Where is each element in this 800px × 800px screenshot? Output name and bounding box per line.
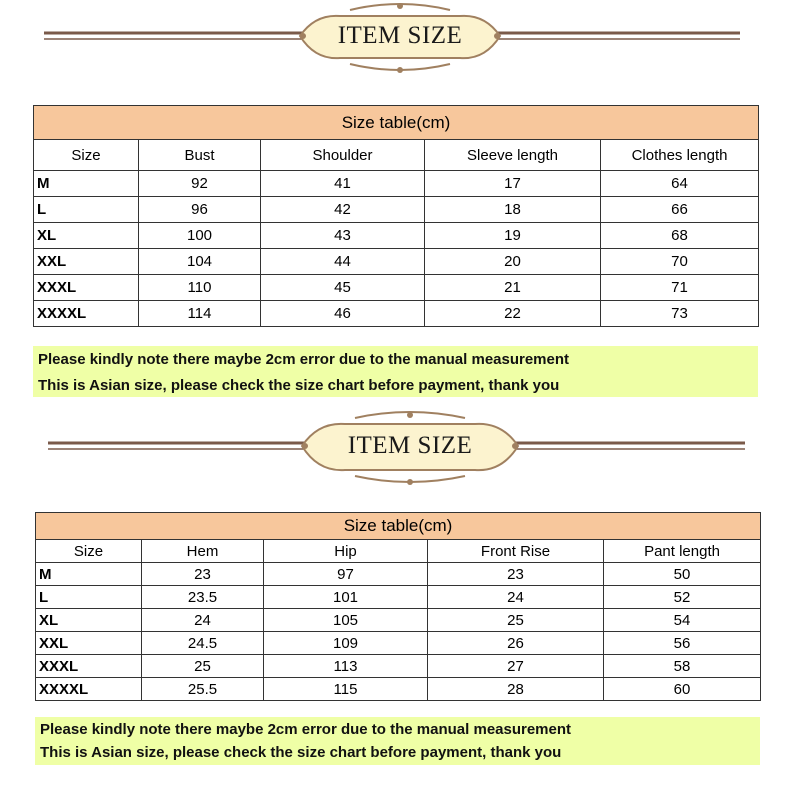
column-header: Sleeve length [425,140,601,171]
table-cell: 42 [261,197,425,223]
size-cell: L [34,197,139,223]
table-caption: Size table(cm) [36,513,761,540]
column-header: Size [34,140,139,171]
table-cell: 17 [425,171,601,197]
table-row [34,301,759,327]
table-cell: 68 [601,223,759,249]
size-cell: XXXXL [36,678,142,701]
size-table-bottom [35,512,761,701]
table-cell: 101 [264,586,428,609]
table-cell: 43 [261,223,425,249]
table-cell: 25 [142,655,264,678]
note-line: This is Asian size, please check the size chart before payment, thank you [38,377,560,394]
table-cell: 23 [428,563,604,586]
banner-title: ITEM SIZE [337,22,463,49]
table-row [34,223,759,249]
table-row [34,171,759,197]
table-cell: 25.5 [142,678,264,701]
table-cell: 96 [139,197,261,223]
table-cell: 66 [601,197,759,223]
table-cell: 56 [604,632,761,655]
table-cell: 64 [601,171,759,197]
size-cell: L [36,586,142,609]
table-cell: 100 [139,223,261,249]
table-cell: 24.5 [142,632,264,655]
table-cell: 58 [604,655,761,678]
table-cell: 70 [601,249,759,275]
table-row [36,563,761,586]
table-cell: 21 [425,275,601,301]
table-row [36,609,761,632]
table-row [34,249,759,275]
column-header: Shoulder [261,140,425,171]
table-row [34,197,759,223]
table-cell: 23.5 [142,586,264,609]
table-cell: 26 [428,632,604,655]
size-cell: XXL [34,249,139,275]
table-cell: 18 [425,197,601,223]
table-cell: 97 [264,563,428,586]
table-cell: 114 [139,301,261,327]
table-row [36,586,761,609]
table-cell: 54 [604,609,761,632]
item-size-banner [0,410,800,490]
table-cell: 109 [264,632,428,655]
table-cell: 45 [261,275,425,301]
table-row [34,275,759,301]
table-cell: 24 [428,586,604,609]
table-cell: 73 [601,301,759,327]
column-header: Size [36,540,142,563]
table-cell: 50 [604,563,761,586]
column-header: Bust [139,140,261,171]
table-cell: 27 [428,655,604,678]
size-cell: XL [34,223,139,249]
size-cell: XXXL [36,655,142,678]
column-header: Front Rise [428,540,604,563]
size-table-top [33,105,759,327]
measurement-note [33,346,758,397]
note-line: Please kindly note there maybe 2cm error due to the manual measurement [38,351,570,368]
measurement-note [35,717,760,765]
column-header: Pant length [604,540,761,563]
table-cell: 20 [425,249,601,275]
banner-title: ITEM SIZE [347,432,473,459]
note-line: This is Asian size, please check the size chart before payment, thank you [40,744,562,761]
table-cell: 52 [604,586,761,609]
table-cell: 104 [139,249,261,275]
size-cell: XL [36,609,142,632]
table-cell: 44 [261,249,425,275]
size-cell: XXL [36,632,142,655]
table-row [36,655,761,678]
table-cell: 25 [428,609,604,632]
table-cell: 105 [264,609,428,632]
table-cell: 92 [139,171,261,197]
item-size-banner [0,0,800,80]
table-cell: 46 [261,301,425,327]
size-cell: XXXL [34,275,139,301]
table-row [36,678,761,701]
table-caption: Size table(cm) [34,106,759,140]
table-cell: 28 [428,678,604,701]
table-cell: 115 [264,678,428,701]
table-cell: 60 [604,678,761,701]
column-header: Clothes length [601,140,759,171]
table-cell: 71 [601,275,759,301]
table-cell: 41 [261,171,425,197]
size-cell: XXXXL [34,301,139,327]
table-cell: 24 [142,609,264,632]
table-cell: 23 [142,563,264,586]
size-cell: M [36,563,142,586]
table-cell: 113 [264,655,428,678]
note-line: Please kindly note there maybe 2cm error due to the manual measurement [40,721,572,738]
table-cell: 22 [425,301,601,327]
column-header: Hip [264,540,428,563]
table-cell: 110 [139,275,261,301]
table-cell: 19 [425,223,601,249]
table-row [36,632,761,655]
column-header: Hem [142,540,264,563]
size-cell: M [34,171,139,197]
